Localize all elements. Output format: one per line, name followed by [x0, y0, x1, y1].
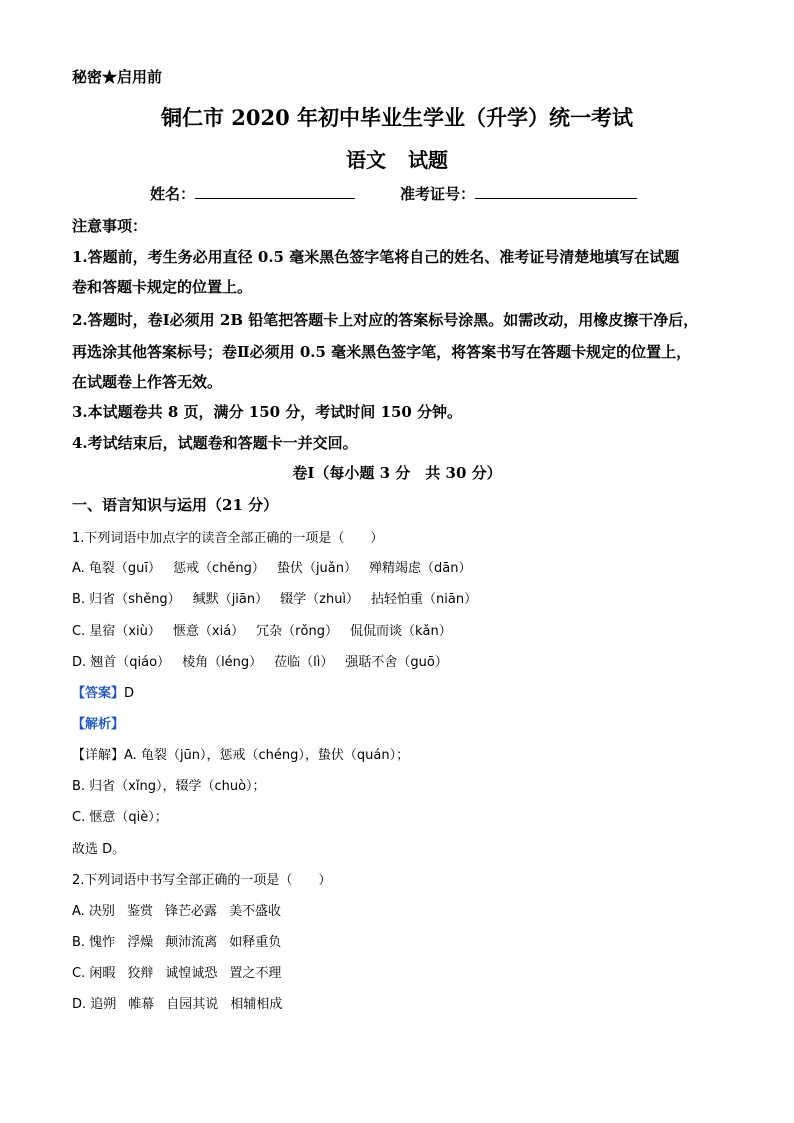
notes-line: 3.本试题卷共 8 页，满分 150 分，考试时间 150 分钟。 — [72, 403, 463, 421]
notes-line: 再选涂其他答案标号；卷Ⅱ必须用 0.5 毫米黑色签字笔，将答案书写在答题卡规定的位置上， — [72, 343, 692, 361]
analysis-tag: 【解析】 — [72, 717, 125, 732]
subject-title — [0, 144, 794, 173]
volume-heading: 卷Ⅰ（每小题 3 分 共 30 分） — [292, 464, 502, 482]
notes-line: 卷和答题卡规定的位置上。 — [72, 278, 253, 296]
exam-title: 铜仁市 2020 年初中毕业生学业（升学）统一考试 — [160, 105, 634, 130]
answer-row — [72, 682, 134, 701]
notes-heading: 注意事项： — [72, 217, 148, 235]
question-2-option-a[interactable]: A. 决别 鉴赏 锋芒必露 美不盛收 — [72, 904, 281, 919]
name-underline[interactable] — [195, 184, 355, 199]
ticket-label: 准考证号： — [400, 185, 476, 203]
question-1-option-a[interactable]: A. 龟裂（guī） 惩戒（chěng） 蛰伏（juǎn） 殚精竭虑（dān） — [72, 561, 472, 576]
analysis-row — [72, 713, 124, 732]
question-2-option-c[interactable]: C. 闲暇 狡辩 诚惶诚恐 置之不理 — [72, 966, 282, 981]
detail-line: A. 龟裂（jūn），惩戒（chéng），蛰伏（quán）； — [124, 748, 410, 763]
detail-line: C. 惬意（qiè）； — [72, 810, 168, 825]
ticket-field[interactable] — [400, 183, 637, 204]
detail-tag: 【详解】 — [72, 748, 125, 763]
secret-label: 秘密★启用前 — [72, 68, 163, 86]
question-2-option-b[interactable]: B. 愧怍 浮燥 颠沛流离 如释重负 — [72, 935, 282, 950]
detail-line: 故选 D。 — [72, 842, 126, 857]
section-heading: 一、语言知识与运用（21 分） — [72, 496, 279, 514]
detail-line: B. 归省（xǐng），辍学（chuò）； — [72, 779, 266, 794]
answer-value: D — [124, 686, 135, 701]
notes-line: 2.答题时，卷Ⅰ必须用 2B 铅笔把答题卡上对应的答案标号涂黑。如需改动，用橡皮擦干净后， — [72, 311, 699, 329]
question-2-stem: 2.下列词语中书写全部正确的一项是（ ） — [72, 873, 332, 888]
notes-line: 4.考试结束后，试题卷和答题卡一并交回。 — [72, 434, 358, 452]
subject-name: 语文 — [346, 148, 386, 172]
notes-line: 在试题卷上作答无效。 — [72, 373, 223, 391]
answer-tag: 【答案】 — [72, 686, 125, 701]
question-1-option-b[interactable]: B. 归省（shěng） 缄默（jiān） 辍学（zhuì） 拈轻怕重（niān） — [72, 592, 478, 607]
notes-line: 1.答题前，考生务必用直径 0.5 毫米黑色签字笔将自己的姓名、准考证号清楚地填写在试题 — [72, 248, 680, 266]
detail-row — [72, 744, 409, 763]
name-field[interactable] — [150, 183, 355, 204]
question-2-option-d[interactable]: D. 追朔 帷幕 自园其说 相辅相成 — [72, 997, 283, 1012]
ticket-underline[interactable] — [475, 184, 637, 199]
question-1-option-c[interactable]: C. 星宿（xiù） 惬意（xiá） 冗杂（rǒng） 侃侃而谈（kǎn） — [72, 624, 452, 639]
question-1-stem: 1.下列词语中加点字的读音全部正确的一项是（ ） — [72, 531, 384, 546]
paper-label: 试题 — [408, 148, 448, 172]
question-1-option-d[interactable]: D. 翘首（qiáo） 棱角（léng） 莅临（lì） 强聒不舍（guō） — [72, 655, 448, 670]
name-label: 姓名： — [150, 185, 196, 203]
